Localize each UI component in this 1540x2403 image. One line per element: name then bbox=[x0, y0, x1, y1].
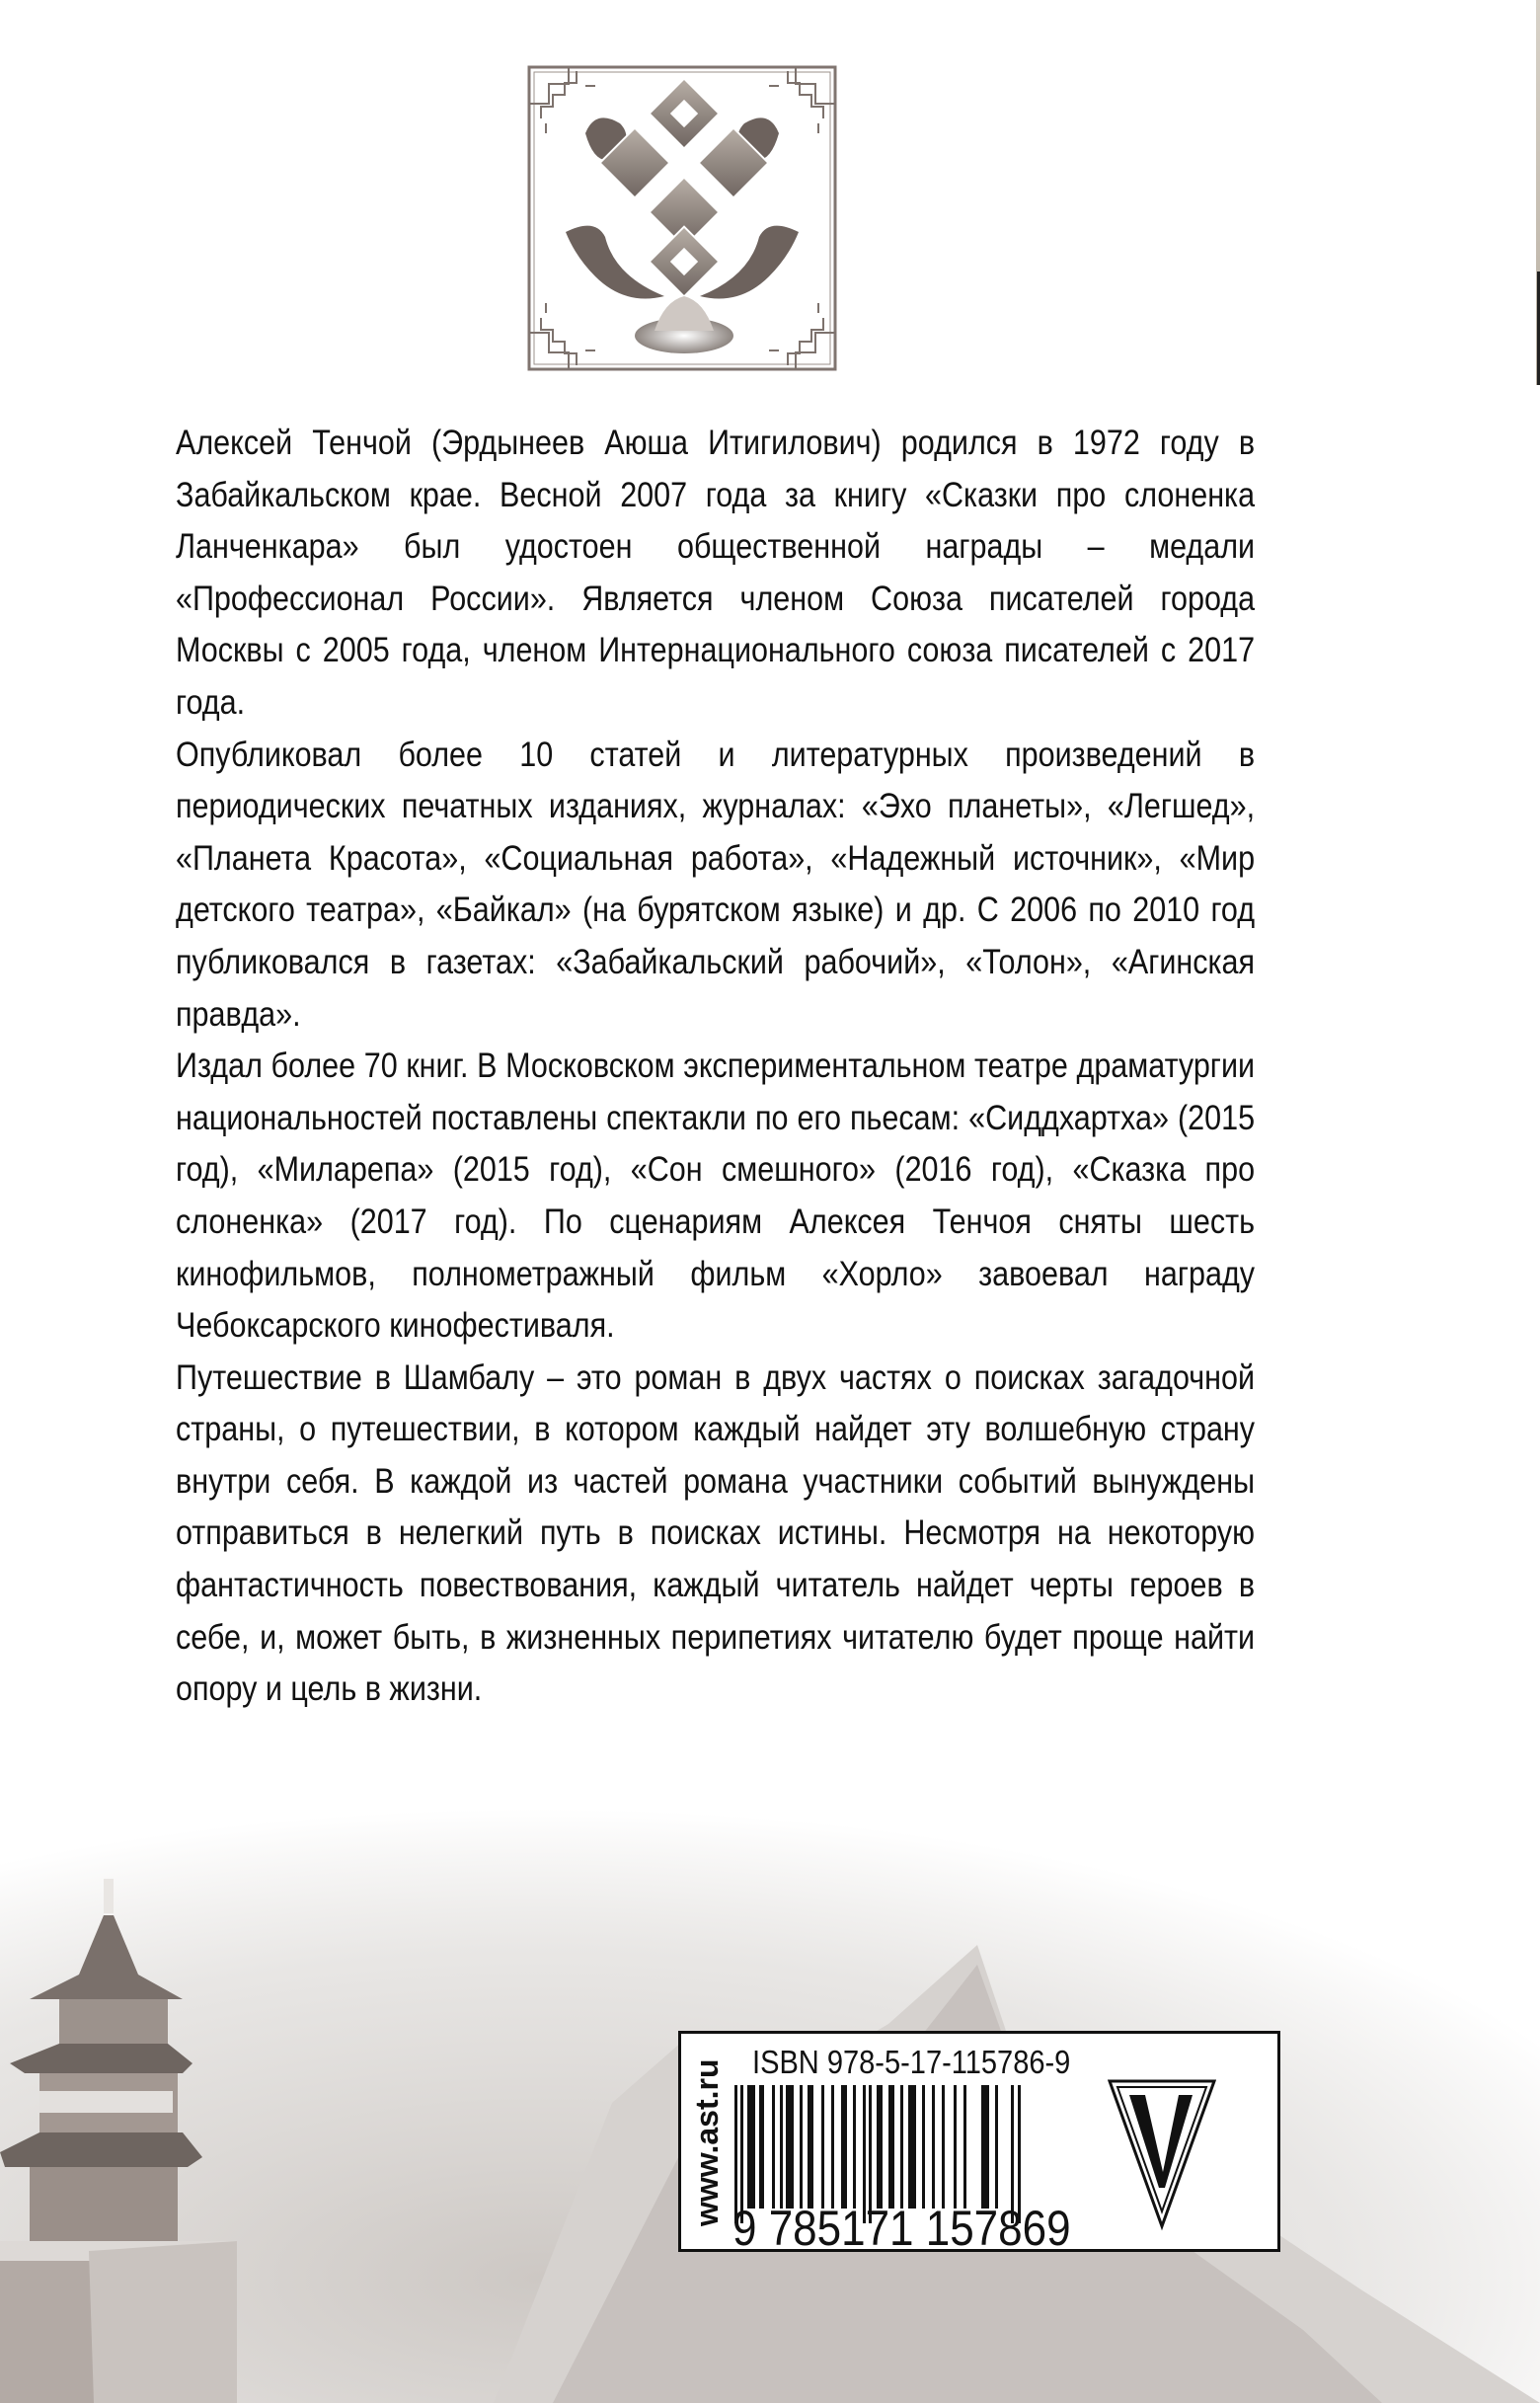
isbn-label: ISBN 978-5-17-115786-9 bbox=[752, 2044, 1071, 2080]
publisher-website: www.ast.ru bbox=[689, 2058, 725, 2226]
barcode-block bbox=[678, 2031, 1280, 2256]
paragraph-novel-summary: Путешествие в Шамбалу – это роман в двух частях о поисках загадочной страны, о путешествии, в котором каждый найдет эту волшебную страну внутри себя. В каждой из частей романа участники событий вынуждены отправиться в нелегкий путь в поисках истины. Несмотря на некоторую фантастичность повествования, каждый читатель найдет черты героев в себе, и, может быть, в жизненных перипетиях читателю будет проще найти опору и цель в жизни. bbox=[176, 1357, 1256, 1709]
barcode-digits: 9 785171 157869 bbox=[732, 2201, 1071, 2256]
author-description bbox=[176, 417, 1256, 1715]
paragraph-publications: Опубликовал более 10 статей и литературных произведений в периодических печатных изданиях, журналах: «Эхо планеты», «Легшед», «Планета Красота», «Социальная работа», «Надежный источник», «Мир детского театра», «Байкал» (на бурятском языке) и др. С 2006 по 2010 год публиковался в газетах: «Забайкальский рабочий», «Толон», «Агинская правда». bbox=[176, 734, 1256, 1034]
paragraph-bio: Алексей Тенчой (Эрдынеев Аюша Итигилович) родился в 1972 году в Забайкальском крае. Весной 2007 года за книгу «Сказки про слоненка Ланченкара» был удостоен общественной награды – медали «Профессионал России». Является членом Союза писателей города Москвы с 2005 года, членом Интернационального союза писателей с 2017 года. bbox=[176, 423, 1256, 722]
endless-knot-with-lotus-icon bbox=[526, 64, 838, 372]
paragraph-works: Издал более 70 книг. В Московском экспериментальном театре драматургии национальностей поставлены спектакли по его пьесам: «Сиддхартха» (2015 год), «Миларепа» (2015 год), «Сон смешного» (2016 год), «Сказка про слоненка» (2017 год). По сценариям Алексея Тенчоя сняты шесть кинофильмов, полнометражный фильм «Хорло» завоевал награду Чебоксарского кинофестиваля. bbox=[176, 1046, 1256, 1346]
publisher-triangle-v-icon bbox=[1108, 2073, 1216, 2231]
